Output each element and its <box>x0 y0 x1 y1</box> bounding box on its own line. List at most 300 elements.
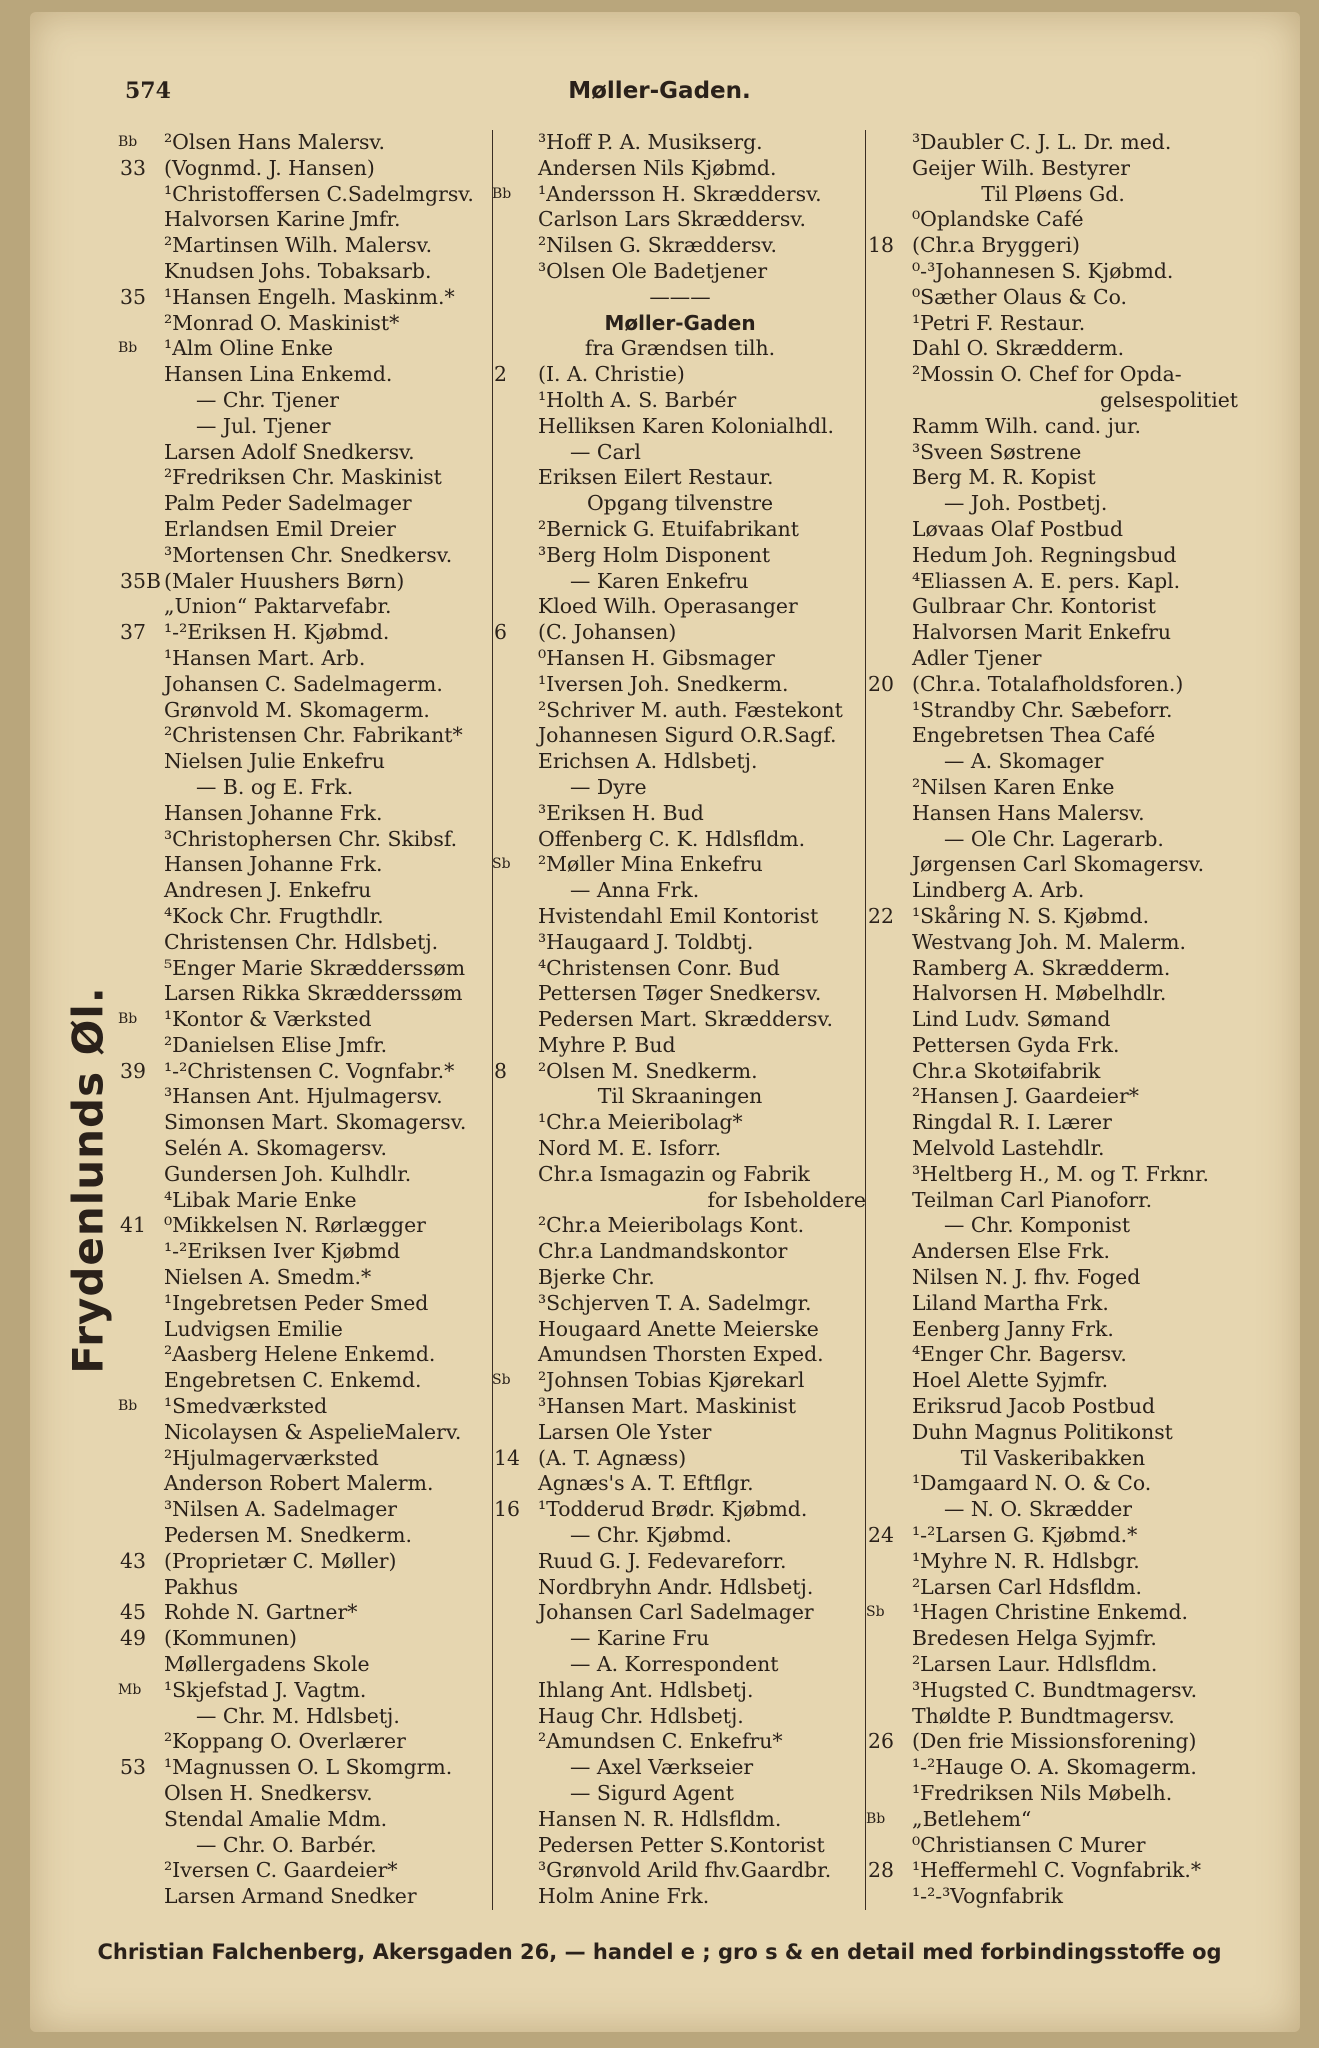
floor-mark: Sb <box>492 856 511 873</box>
column-divider <box>492 130 493 1910</box>
directory-entry <box>494 1678 866 1704</box>
directory-entry <box>120 904 490 930</box>
directory-entry <box>868 388 1238 414</box>
directory-entry <box>494 1807 866 1833</box>
entry-text: ³Haugaard J. Toldbtj. <box>538 929 754 954</box>
directory-entry <box>494 1033 866 1059</box>
entry-text: — A. Skomager <box>944 749 1104 774</box>
entry-text: ——— <box>649 284 711 309</box>
directory-entry <box>494 1368 866 1394</box>
entry-text: (Maler Huushers Børn) <box>164 568 405 593</box>
directory-entry <box>120 1858 490 1884</box>
directory-entry <box>868 1136 1238 1162</box>
directory-entry <box>494 1833 866 1859</box>
entry-text: ¹Myhre N. R. Hdlsbgr. <box>912 1548 1140 1573</box>
entry-text: ³Hansen Ant. Hjulmagersv. <box>164 1084 443 1109</box>
entry-text: Pettersen Tøger Snedkersv. <box>538 981 822 1006</box>
entry-text: Ramm Wilh. cand. jur. <box>912 413 1142 438</box>
directory-entry <box>494 1420 866 1446</box>
directory-entry <box>868 1729 1238 1755</box>
directory-entry <box>494 1471 866 1497</box>
house-number: 33 <box>120 155 146 180</box>
entry-text: ¹Magnussen O. L Skomgrm. <box>164 1755 453 1780</box>
entry-text: — Ole Chr. Lagerarb. <box>944 826 1164 851</box>
directory-entry <box>494 1523 866 1549</box>
floor-mark: Bb <box>118 1398 138 1415</box>
entry-text: ³Grønvold Arild fhv.Gaardbr. <box>538 1858 832 1883</box>
directory-entry <box>494 1858 866 1884</box>
directory-entry <box>868 672 1238 698</box>
directory-entry <box>868 1059 1238 1085</box>
directory-entry <box>494 465 866 491</box>
entry-text: Pedersen Mart. Skræddersv. <box>538 1007 834 1032</box>
entry-text: ⁴Libak Marie Enke <box>164 1187 357 1212</box>
directory-entry <box>494 362 866 388</box>
entry-text: Pedersen Petter S.Kontorist <box>538 1832 825 1857</box>
entry-text: Offenberg C. K. Hdlsfldm. <box>538 826 806 851</box>
entry-text: Simonsen Mart. Skomagersv. <box>164 1110 467 1135</box>
directory-column-1 <box>120 130 490 1910</box>
entry-text: (Den frie Missionsforening) <box>912 1729 1197 1754</box>
entry-text: ³Berg Holm Disponent <box>538 542 771 567</box>
directory-entry <box>120 1626 490 1652</box>
entry-text: ¹Alm Oline Enke <box>164 336 334 361</box>
directory-entry <box>494 233 866 259</box>
directory-entry <box>868 1523 1238 1549</box>
directory-entry <box>120 1781 490 1807</box>
entry-text: ²Olsen Hans Malersv. <box>164 130 385 154</box>
entry-text: ¹Damgaard N. O. & Co. <box>912 1471 1152 1496</box>
directory-entry <box>494 723 866 749</box>
directory-entry <box>120 723 490 749</box>
directory-entry <box>120 981 490 1007</box>
entry-text: Hvistendahl Emil Kontorist <box>538 903 819 928</box>
directory-entry <box>120 1291 490 1317</box>
directory-entry <box>120 1162 490 1188</box>
entry-text: Chr.a Skotøifabrik <box>912 1058 1101 1083</box>
directory-entry <box>494 1626 866 1652</box>
entry-text: Hansen Johanne Frk. <box>164 852 383 877</box>
directory-entry <box>120 1239 490 1265</box>
entry-text: ²Martinsen Wilh. Malersv. <box>164 233 433 258</box>
entry-text: Ihlang Ant. Hdlsbetj. <box>538 1677 754 1702</box>
entry-text: — Axel Værkseier <box>570 1755 754 1780</box>
entry-text: ¹Hagen Christine Enkemd. <box>912 1600 1189 1625</box>
house-number: 14 <box>494 1445 520 1470</box>
directory-entry <box>868 904 1238 930</box>
entry-text: ¹Kontor & Værksted <box>164 1007 372 1032</box>
directory-entry <box>494 852 866 878</box>
entry-text: Stendal Amalie Mdm. <box>164 1806 388 1831</box>
directory-entry <box>494 1291 866 1317</box>
entry-text: — Sigurd Agent <box>570 1781 735 1805</box>
directory-entry <box>494 1239 866 1265</box>
directory-entry <box>868 207 1238 233</box>
directory-entry <box>494 1884 866 1910</box>
directory-entry <box>120 827 490 853</box>
directory-entry <box>868 1858 1238 1884</box>
directory-entry <box>120 1317 490 1343</box>
directory-entry <box>868 1807 1238 1833</box>
entry-text: (Vognmd. J. Hansen) <box>164 155 375 180</box>
entry-text: ¹Petri F. Restaur. <box>912 310 1086 335</box>
entry-text: Duhn Magnus Politikonst <box>912 1419 1173 1444</box>
directory-entry <box>868 1342 1238 1368</box>
entry-text: — Dyre <box>570 774 647 799</box>
directory-entry <box>120 1755 490 1781</box>
directory-entry <box>120 1110 490 1136</box>
directory-entry <box>120 749 490 775</box>
entry-text: ²Schriver M. auth. Fæstekont <box>538 697 843 722</box>
directory-entry <box>868 878 1238 904</box>
entry-text: ¹Iversen Joh. Snedkerm. <box>538 671 789 696</box>
floor-mark: Bb <box>866 1810 886 1827</box>
entry-text: Ringdal R. I. Lærer <box>912 1110 1112 1135</box>
entry-text: Løvaas Olaf Postbud <box>912 516 1124 541</box>
entry-text: Andersen Nils Kjøbmd. <box>538 155 777 180</box>
entry-text: fra Grændsen tilh. <box>584 336 776 361</box>
directory-entry <box>120 1136 490 1162</box>
directory-entry <box>868 233 1238 259</box>
house-number: 16 <box>494 1497 520 1522</box>
entry-text: ²Hjulmagerværksted <box>164 1445 379 1470</box>
directory-entry <box>120 130 490 156</box>
entry-text: ³Hoff P. A. Musikserg. <box>538 130 763 154</box>
entry-text: Larsen Ole Yster <box>538 1419 712 1444</box>
house-number: 24 <box>868 1523 894 1548</box>
entry-text: Erlandsen Emil Dreier <box>164 516 396 541</box>
directory-entry <box>494 930 866 956</box>
directory-entry <box>120 1213 490 1239</box>
directory-entry <box>494 130 866 156</box>
directory-entry <box>494 1394 866 1420</box>
directory-entry <box>494 878 866 904</box>
directory-entry <box>494 1213 866 1239</box>
entry-text: gelsespolitiet <box>1100 387 1238 412</box>
directory-entry <box>120 1446 490 1472</box>
directory-entry <box>120 672 490 698</box>
directory-column-2 <box>494 130 866 1910</box>
floor-mark: Bb <box>492 185 512 202</box>
entry-text: Rohde N. Gartner* <box>164 1600 358 1625</box>
directory-entry <box>868 414 1238 440</box>
entry-text: Geijer Wilh. Bestyrer <box>912 155 1131 180</box>
directory-entry <box>494 1084 866 1110</box>
entry-text: Hoel Alette Syjmfr. <box>912 1368 1109 1393</box>
directory-entry <box>868 1007 1238 1033</box>
directory-entry <box>868 491 1238 517</box>
entry-text: for Isbeholdere <box>707 1187 866 1212</box>
directory-entry <box>494 517 866 543</box>
entry-text: Lindberg A. Arb. <box>912 878 1085 903</box>
entry-text: (Chr.a. Totalafholdsforen.) <box>912 671 1184 696</box>
entry-text: ¹-²Hauge O. A. Skomagerm. <box>912 1755 1197 1780</box>
entry-text: ²Aasberg Helene Enkemd. <box>164 1342 436 1367</box>
directory-entry <box>868 775 1238 801</box>
entry-text: ²Amundsen C. Enkefru* <box>538 1729 783 1754</box>
entry-text: ⁴Eliassen A. E. pers. Kapl. <box>912 568 1181 593</box>
entry-text: ²Fredriksen Chr. Maskinist <box>164 465 442 490</box>
entry-text: „Betlehem“ <box>912 1806 1032 1831</box>
entry-text: Til Skraaningen <box>597 1084 763 1109</box>
entry-text: ¹Andersson H. Skræddersv. <box>538 181 822 206</box>
entry-text: Andersen Else Frk. <box>912 1239 1111 1264</box>
entry-text: Westvang Joh. M. Malerm. <box>912 929 1186 954</box>
directory-entry <box>120 465 490 491</box>
entry-text: ²Bernick G. Etuifabrikant <box>538 516 800 541</box>
entry-text: ³Olsen Ole Badetjener <box>538 258 768 283</box>
section-heading <box>494 311 866 337</box>
entry-text: Holm Anine Frk. <box>538 1884 710 1909</box>
directory-entry <box>868 1265 1238 1291</box>
floor-mark: Sb <box>492 1372 511 1389</box>
entry-text: ²Christensen Chr. Fabrikant* <box>164 723 463 748</box>
directory-entry <box>494 388 866 414</box>
directory-entry <box>868 698 1238 724</box>
directory-entry <box>494 1188 866 1214</box>
directory-entry <box>120 878 490 904</box>
directory-entry <box>868 594 1238 620</box>
directory-entry <box>120 1523 490 1549</box>
directory-entry <box>494 646 866 672</box>
directory-entry <box>120 646 490 672</box>
house-number: 8 <box>494 1058 507 1083</box>
entry-text: Helliksen Karen Kolonialhdl. <box>538 413 835 438</box>
entry-text: (Chr.a Bryggeri) <box>912 233 1080 258</box>
house-number: 37 <box>120 620 146 645</box>
entry-text: Opgang tilvenstre <box>586 491 774 516</box>
entry-text: Nilsen N. J. fhv. Foged <box>912 1265 1141 1290</box>
entry-text: Engebretsen Thea Café <box>912 723 1156 748</box>
entry-text: Hedum Joh. Regningsbud <box>912 542 1177 567</box>
entry-text: ⁰Oplandske Café <box>912 207 1084 232</box>
directory-entry <box>494 981 866 1007</box>
directory-entry <box>120 1368 490 1394</box>
directory-entry <box>120 1575 490 1601</box>
directory-entry <box>120 414 490 440</box>
directory-column-3 <box>868 130 1238 1910</box>
directory-entry <box>120 1497 490 1523</box>
entry-text: (Kommunen) <box>164 1626 298 1651</box>
entry-text: Larsen Armand Snedker <box>164 1884 417 1909</box>
entry-text: ¹Skjefstad J. Vagtm. <box>164 1677 367 1702</box>
entry-text: ⁵Enger Marie Skrædderssøm <box>164 955 466 980</box>
directory-entry <box>494 620 866 646</box>
entry-text: Ramberg A. Skrædderm. <box>912 955 1171 980</box>
entry-text: Pakhus <box>164 1574 239 1599</box>
directory-entry <box>494 491 866 517</box>
directory-entry <box>494 1600 866 1626</box>
entry-text: Halvorsen H. Møbelhdlr. <box>912 981 1167 1006</box>
entry-text: Nicolaysen & AspelieMalerv. <box>164 1419 462 1444</box>
entry-text: ¹-²Larsen G. Kjøbmd.* <box>912 1523 1138 1548</box>
directory-entry <box>120 801 490 827</box>
entry-text: Pedersen M. Snedkerm. <box>164 1523 412 1548</box>
entry-text: ³Mortensen Chr. Snedkersv. <box>164 542 453 567</box>
house-number: 6 <box>494 620 507 645</box>
directory-entry <box>868 1188 1238 1214</box>
entry-text: ⁰Sæther Olaus & Co. <box>912 284 1128 309</box>
directory-entry <box>120 362 490 388</box>
directory-entry <box>494 336 866 362</box>
entry-text: Pettersen Gyda Frk. <box>912 1032 1120 1057</box>
entry-text: Eriksrud Jacob Postbud <box>912 1394 1156 1419</box>
entry-text: ¹Chr.a Meieribolag* <box>538 1110 743 1135</box>
entry-text: Til Pløens Gd. <box>981 181 1125 206</box>
directory-entry <box>868 981 1238 1007</box>
entry-text: ³Heltberg H., M. og T. Frknr. <box>912 1161 1209 1186</box>
entry-text: — Karen Enkefru <box>570 568 749 593</box>
directory-entry <box>868 543 1238 569</box>
entry-text: ¹-²Eriksen H. Kjøbmd. <box>164 620 390 645</box>
entry-text: ⁰Christiansen C Murer <box>912 1832 1146 1857</box>
directory-entry <box>494 672 866 698</box>
house-number: 28 <box>868 1858 894 1883</box>
entry-text: ²Larsen Carl Hdsfldm. <box>912 1574 1143 1599</box>
directory-entry <box>120 233 490 259</box>
entry-text: — Chr. Tjener <box>196 387 340 412</box>
house-number: 20 <box>868 671 894 696</box>
entry-text: Nordbryhn Andr. Hdlsbetj. <box>538 1574 814 1599</box>
entry-text: ⁴Kock Chr. Frugthdlr. <box>164 903 384 928</box>
entry-text: ²Nilsen Karen Enke <box>912 774 1115 799</box>
entry-text: Hansen Hans Malersv. <box>912 800 1145 825</box>
entry-text: Møllergadens Skole <box>164 1652 370 1677</box>
entry-text: Hougaard Anette Meierske <box>538 1316 819 1341</box>
entry-text: ¹Fredriksen Nils Møbelh. <box>912 1781 1173 1805</box>
entry-text: ¹-²Christensen C. Vognfabr.* <box>164 1058 455 1083</box>
directory-entry <box>120 1884 490 1910</box>
directory-entry <box>868 336 1238 362</box>
entry-text: Hansen Lina Enkemd. <box>164 362 393 387</box>
directory-entry <box>868 827 1238 853</box>
entry-text: Selén A. Skomagersv. <box>164 1136 387 1161</box>
entry-text: Amundsen Thorsten Exped. <box>538 1342 824 1367</box>
entry-text: ²Danielsen Elise Jmfr. <box>164 1032 388 1057</box>
entry-text: ¹Holth A. S. Barbér <box>538 387 737 412</box>
directory-entry <box>494 182 866 208</box>
entry-text: Gulbraar Chr. Kontorist <box>912 594 1156 619</box>
directory-entry <box>494 259 866 285</box>
directory-entry <box>868 1317 1238 1343</box>
entry-text: Ludvigsen Emilie <box>164 1316 343 1341</box>
directory-entry <box>120 336 490 362</box>
entry-text: Nielsen Julie Enkefru <box>164 749 385 774</box>
entry-text: ¹Hansen Engelh. Maskinm.* <box>164 284 455 309</box>
directory-entry <box>868 130 1238 156</box>
entry-text: Melvold Lastehdlr. <box>912 1136 1105 1161</box>
house-number: 35B <box>120 568 161 593</box>
entry-text: ²Iversen C. Gaardeier* <box>164 1858 398 1883</box>
directory-entry <box>120 388 490 414</box>
directory-entry <box>868 1420 1238 1446</box>
house-number: 45 <box>120 1600 146 1625</box>
directory-entry <box>494 1575 866 1601</box>
entry-text: Johansen C. Sadelmagerm. <box>164 671 443 696</box>
entry-text: — Chr. M. Hdlsbetj. <box>196 1703 400 1728</box>
directory-entry <box>494 569 866 595</box>
directory-entry <box>868 1033 1238 1059</box>
entry-text: — Karine Fru <box>570 1626 710 1651</box>
directory-entry <box>120 517 490 543</box>
directory-entry <box>494 698 866 724</box>
entry-text: Johansen Carl Sadelmager <box>538 1600 814 1625</box>
directory-entry <box>868 569 1238 595</box>
directory-entry <box>120 491 490 517</box>
house-number: 22 <box>868 903 894 928</box>
entry-text: ¹Strandby Chr. Sæbeforr. <box>912 697 1173 722</box>
entry-text: Gundersen Joh. Kulhdlr. <box>164 1161 412 1186</box>
directory-entry <box>868 1833 1238 1859</box>
directory-entry <box>494 414 866 440</box>
floor-mark: Bb <box>118 340 138 357</box>
entry-text: Grønvold M. Skomagerm. <box>164 697 430 722</box>
directory-entry <box>120 1704 490 1730</box>
entry-text: — Carl <box>570 439 641 464</box>
entry-text: ¹-²Eriksen Iver Kjøbmd <box>164 1239 401 1264</box>
directory-entry <box>494 1007 866 1033</box>
house-number: 49 <box>120 1626 146 1651</box>
directory-entry <box>494 1110 866 1136</box>
entry-text: ²Chr.a Meieribolags Kont. <box>538 1213 805 1238</box>
directory-entry <box>120 259 490 285</box>
entry-text: ¹Smedværksted <box>164 1394 328 1419</box>
directory-entry <box>868 1626 1238 1652</box>
directory-entry <box>868 311 1238 337</box>
directory-entry <box>868 1704 1238 1730</box>
directory-entry <box>494 1059 866 1085</box>
entry-text: Larsen Rikka Skrædderssøm <box>164 981 463 1006</box>
house-number: 41 <box>120 1213 146 1238</box>
entry-text: Palm Peder Sadelmager <box>164 491 412 516</box>
directory-entry <box>494 1549 866 1575</box>
directory-entry <box>494 1265 866 1291</box>
entry-text: Møller-Gaden <box>604 310 756 335</box>
directory-entry <box>868 285 1238 311</box>
directory-entry <box>868 465 1238 491</box>
directory-entry <box>494 594 866 620</box>
entry-text: Teilman Carl Pianoforr. <box>912 1187 1153 1212</box>
directory-entry <box>494 1136 866 1162</box>
entry-text: — A. Korrespondent <box>570 1652 779 1677</box>
entry-text: ³Eriksen H. Bud <box>538 800 704 825</box>
page-number: 574 <box>125 78 171 104</box>
directory-entry <box>120 1084 490 1110</box>
directory-entry <box>120 440 490 466</box>
directory-entry <box>494 1781 866 1807</box>
directory-entry <box>120 1394 490 1420</box>
directory-entry <box>120 311 490 337</box>
directory-entry <box>120 1729 490 1755</box>
entry-text: Kloed Wilh. Operasanger <box>538 594 798 619</box>
entry-text: Nielsen A. Smedm.* <box>164 1265 372 1290</box>
directory-entry <box>120 1471 490 1497</box>
entry-text: — Chr. O. Barbér. <box>196 1832 377 1857</box>
directory-entry <box>868 723 1238 749</box>
entry-text: Andresen J. Enkefru <box>164 878 372 903</box>
directory-entry <box>120 156 490 182</box>
entry-text: ³Daubler C. J. L. Dr. med. <box>912 130 1172 154</box>
directory-entry <box>868 1575 1238 1601</box>
directory-entry <box>868 259 1238 285</box>
entry-text: Hansen Johanne Frk. <box>164 800 383 825</box>
directory-entry <box>120 182 490 208</box>
directory-entry <box>120 852 490 878</box>
house-number: 35 <box>120 284 146 309</box>
entry-text: Dahl O. Skrædderm. <box>912 336 1125 361</box>
entry-text: ³Nilsen A. Sadelmager <box>164 1497 398 1522</box>
directory-entry <box>494 440 866 466</box>
